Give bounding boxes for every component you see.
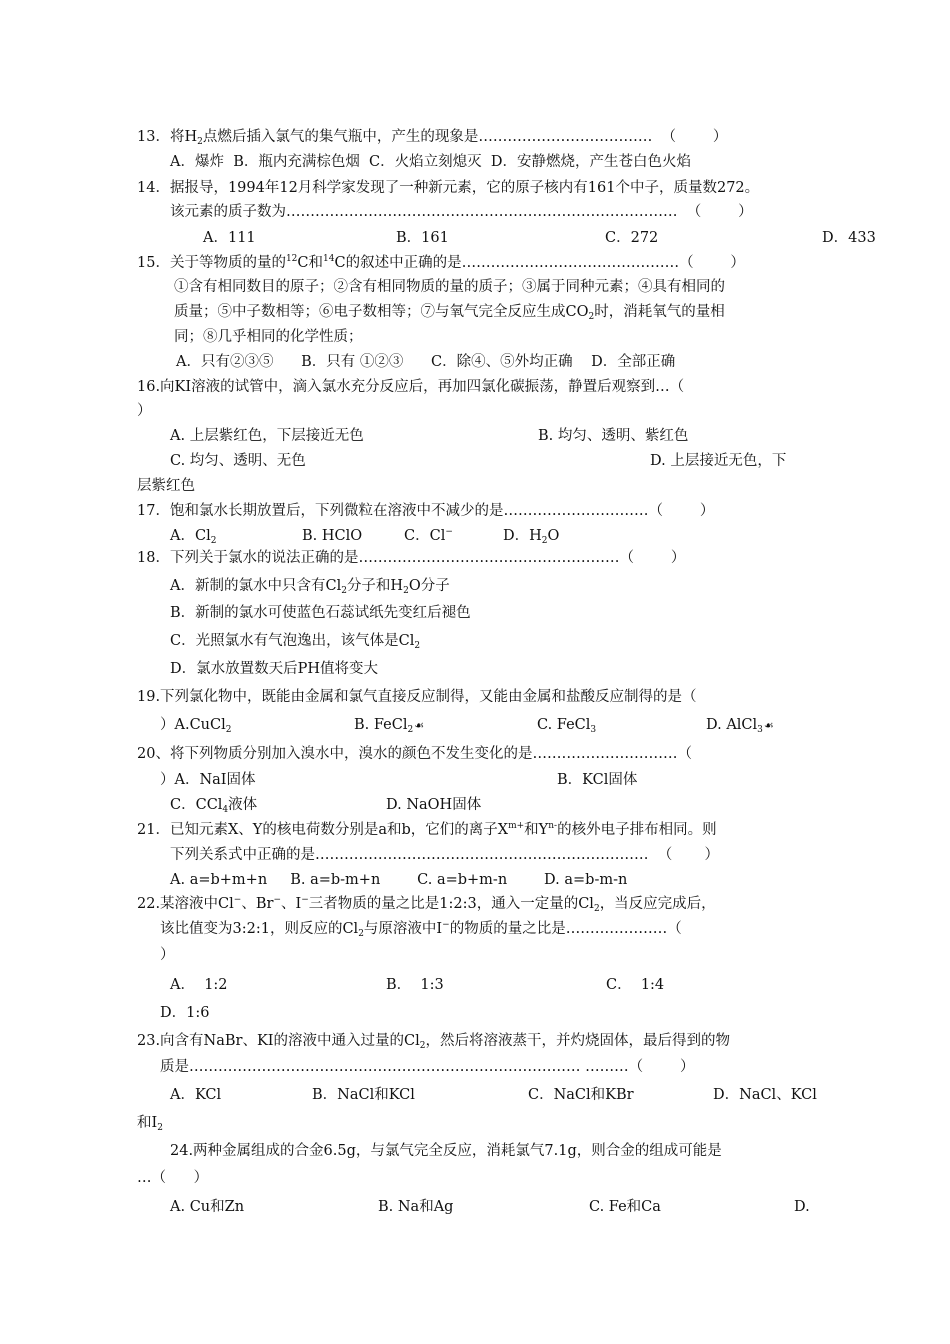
q23-option-c: C．NaCl和KBr bbox=[528, 1087, 634, 1103]
q14-option-b: B．161 bbox=[396, 230, 449, 246]
q23-option-d-cont: 和$I_2$ bbox=[137, 1115, 163, 1133]
q17-stem: 17．饱和氯水长期放置后，下列微粒在溶液中不减少的是…………………………（ ） bbox=[137, 503, 715, 519]
q17-option-c: C．Cl− bbox=[404, 527, 453, 544]
q23-option-a: A．KCl bbox=[170, 1087, 222, 1103]
scribble-icon: ☙ bbox=[414, 719, 425, 732]
q18-option-d: D．氯水放置数天后PH值将变大 bbox=[170, 661, 379, 677]
q24-option-a: A. Cu和Zn bbox=[170, 1199, 245, 1215]
q16-option-b: B. 均匀、透明、紫红色 bbox=[538, 428, 689, 444]
q20-stem: 20、将下列物质分别加入溴水中，溴水的颜色不发生变化的是…………………………（ bbox=[137, 746, 692, 762]
q23-stem-line2: 质是……………………………………………………………………… ………（ ） bbox=[160, 1059, 695, 1075]
q18-option-c: C．光照氯水有气泡逸出，该气体是$Cl_2$ bbox=[170, 633, 421, 651]
q24-stem-line2: …（ ） bbox=[137, 1170, 209, 1186]
q24-option-d: D. bbox=[794, 1199, 810, 1215]
q21-stem-line1: 21．已知元素X、Y的核电荷数分别是a和b，它们的离子$X^{m+}$和$Y^{n-}$的核外电子排布相同。则 bbox=[137, 821, 717, 838]
q16-option-c: C. 均匀、透明、无色 bbox=[170, 453, 306, 469]
q14-option-d: D．433 bbox=[822, 230, 876, 246]
q17-option-a: A．$Cl_2$ bbox=[170, 528, 217, 546]
q13-stem: 13．将$H_2$点燃后插入氯气的集气瓶中，产生的现象是……………………………… （ ） bbox=[137, 129, 728, 147]
q19-option-c: C. FeCl$_3$ bbox=[537, 717, 597, 735]
q19-option-b: B. FeCl$_2$☙ bbox=[354, 717, 425, 735]
q23-stem-line1: 23.向含有NaBr、KI的溶液中通入过量的$Cl_2$，然后将溶液蒸干，并灼烧固体，最后得到的物 bbox=[137, 1033, 731, 1051]
q22-option-c: C． 1:4 bbox=[606, 977, 665, 993]
q16-option-d-cont: 层紫红色 bbox=[137, 478, 195, 494]
q23-option-b: B．NaCl和KCl bbox=[312, 1087, 415, 1103]
q18-stem: 18．下列关于氯水的说法正确的是………………………………………………（ ） bbox=[137, 550, 686, 566]
q20-option-a: ）A．NaI固体 bbox=[160, 772, 256, 788]
q20-option-b: B．KCl固体 bbox=[557, 772, 638, 788]
q14-option-c: C．272 bbox=[605, 230, 659, 246]
q22-stem-line3: ） bbox=[160, 947, 175, 963]
q22-option-b: B． 1:3 bbox=[386, 977, 444, 993]
q18-option-b: B．新制的氯水可使蓝色石蕊试纸先变红后褪色 bbox=[170, 605, 471, 621]
q24-option-b: B. Na和Ag bbox=[378, 1199, 454, 1215]
q17-option-d: D．$H_2O$ bbox=[503, 528, 560, 546]
q15-options: A．只有②③⑤ B．只有 ①②③ C．除④、⑤外均正确 D．全部正确 bbox=[176, 354, 676, 370]
q14-stem-line2: 该元素的质子数为……………………………………………………………………… （ ） bbox=[170, 204, 753, 220]
q14-stem-line1: 14．据报导，1994年12月科学家发现了一种新元素，它的原子核内有161个中子，质量数272。 bbox=[137, 180, 760, 196]
q24-option-c: C. Fe和Ca bbox=[589, 1199, 661, 1215]
q19-option-d: D. AlCl$_3$☙ bbox=[706, 717, 774, 735]
q16-stem-line1: 16.向KI溶液的试管中，滴入氯水充分反应后，再加四氯化碳振荡，静置后观察到…（ bbox=[137, 379, 685, 395]
q21-stem-line2: 下列关系式中正确的是…………………………………………………………… （ ） bbox=[170, 847, 719, 863]
q19-option-a: ）A.CuCl$_2$ bbox=[160, 717, 232, 735]
q16-option-d: D. 上层接近无色，下 bbox=[650, 453, 787, 469]
q14-option-a: A．111 bbox=[203, 230, 256, 246]
q22-stem-line1: 22.某溶液中Cl−、Br−、I−三者物质的量之比是1:2:3，通入一定量的$Cl_2$，当反应完成后， bbox=[137, 895, 716, 914]
q20-option-c: C．CCl$_4$液体 bbox=[170, 797, 258, 815]
q20-option-d: D. NaOH固体 bbox=[386, 797, 482, 813]
q24-stem-line1: 24.两种金属组成的合金6.5g，与氯气完全反应，消耗氯气7.1g，则合金的组成可能是 bbox=[170, 1143, 722, 1159]
q15-line4: 同；⑧几乎相同的化学性质； bbox=[174, 329, 363, 345]
q13-options: A．爆炸 B．瓶内充满棕色烟 C．火焰立刻熄灭 D．安静燃烧，产生苍白色火焰 bbox=[170, 154, 691, 170]
scribble-icon: ☙ bbox=[763, 719, 774, 732]
q16-option-a: A. 上层紫红色，下层接近无色 bbox=[170, 428, 364, 444]
q15-line3: 质量；⑤中子数相等；⑥电子数相等；⑦与氧气完全反应生成$CO_2$时，消耗氧气的量相 bbox=[174, 304, 725, 322]
q23-option-d: D．NaCl、KCl bbox=[713, 1087, 817, 1103]
q22-stem-line2: 该比值变为3:2:1，则反应的$Cl_2$与原溶液中I−的物质的量之比是…………………（ bbox=[160, 920, 682, 939]
q21-options: A. a=b+m+n B. a=b-m+n C. a=b+m-n D. a=b-m-n bbox=[170, 872, 628, 888]
q15-stem: 15．关于等物质的量的$^{12}$C和$^{14}$C的叙述中正确的是………………………………………（ ） bbox=[137, 254, 745, 271]
q16-stem-line2: ） bbox=[137, 403, 152, 419]
q18-option-a: A．新制的氯水中只含有$Cl_2$分子和$H_2O$分子 bbox=[170, 578, 450, 596]
q22-option-a: A． 1:2 bbox=[170, 977, 228, 993]
q17-option-b: B. HClO bbox=[302, 528, 363, 544]
q19-stem: 19.下列氯化物中，既能由金属和氯气直接反应制得，又能由金属和盐酸反应制得的是（ bbox=[137, 689, 697, 705]
q22-option-d: D．1:6 bbox=[160, 1005, 210, 1021]
q15-line2: ①含有相同数目的原子；②含有相同物质的量的质子；③属于同种元素；④具有相同的 bbox=[174, 279, 725, 295]
